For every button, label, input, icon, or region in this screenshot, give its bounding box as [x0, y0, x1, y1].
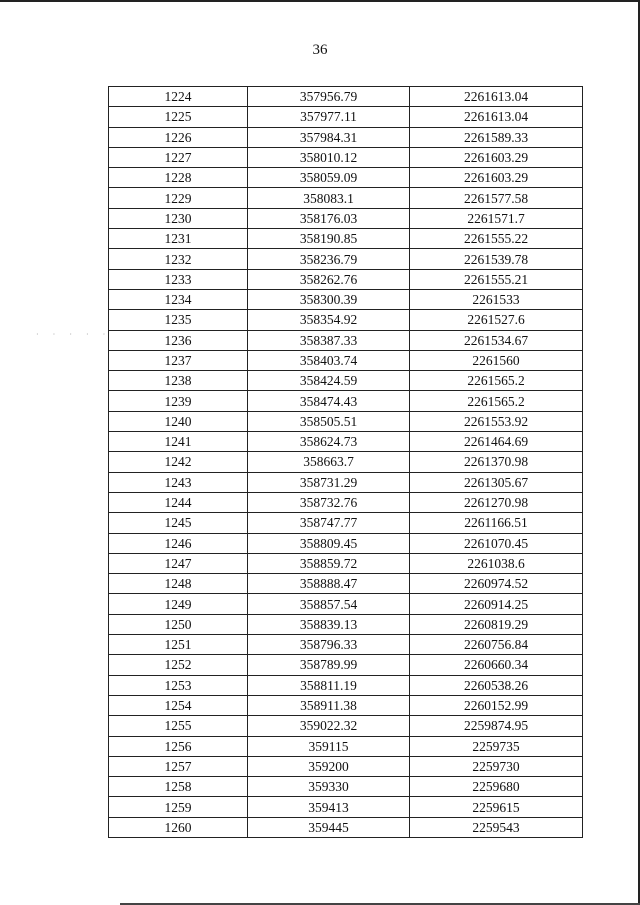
- table-row: [109, 472, 583, 492]
- x-coordinate-cell: 358839.13: [248, 614, 410, 634]
- table-row: [109, 391, 583, 411]
- x-coordinate-cell: 358424.59: [248, 371, 410, 391]
- y-coordinate-cell: 2261613.04: [410, 107, 583, 127]
- y-coordinate-cell: 2260914.25: [410, 594, 583, 614]
- table-row: [109, 269, 583, 289]
- point-number-cell: 1233: [109, 269, 248, 289]
- point-number-cell: 1248: [109, 574, 248, 594]
- x-coordinate-cell: 358190.85: [248, 229, 410, 249]
- table-row: [109, 513, 583, 533]
- point-number-cell: 1224: [109, 87, 248, 107]
- y-coordinate-cell: 2259730: [410, 756, 583, 776]
- y-coordinate-cell: 2261589.33: [410, 127, 583, 147]
- x-coordinate-cell: 358859.72: [248, 553, 410, 573]
- table-row: [109, 736, 583, 756]
- point-number-cell: 1251: [109, 635, 248, 655]
- table-row: [109, 452, 583, 472]
- x-coordinate-cell: 359200: [248, 756, 410, 776]
- x-coordinate-cell: 357977.11: [248, 107, 410, 127]
- x-coordinate-cell: 358387.33: [248, 330, 410, 350]
- table-row: [109, 716, 583, 736]
- y-coordinate-cell: 2261464.69: [410, 432, 583, 452]
- point-number-cell: 1246: [109, 533, 248, 553]
- point-number-cell: 1234: [109, 289, 248, 309]
- x-coordinate-cell: 358059.09: [248, 168, 410, 188]
- point-number-cell: 1237: [109, 350, 248, 370]
- y-coordinate-cell: 2261565.2: [410, 391, 583, 411]
- table-row: [109, 797, 583, 817]
- y-coordinate-cell: 2260756.84: [410, 635, 583, 655]
- table-row: [109, 492, 583, 512]
- x-coordinate-cell: 358010.12: [248, 147, 410, 167]
- table-row: [109, 411, 583, 431]
- x-coordinate-cell: 357956.79: [248, 87, 410, 107]
- y-coordinate-cell: 2261038.6: [410, 553, 583, 573]
- point-number-cell: 1230: [109, 208, 248, 228]
- table-row: [109, 533, 583, 553]
- table-row: [109, 188, 583, 208]
- x-coordinate-cell: 358176.03: [248, 208, 410, 228]
- x-coordinate-cell: 359413: [248, 797, 410, 817]
- x-coordinate-cell: 358811.19: [248, 675, 410, 695]
- table-row: [109, 330, 583, 350]
- table-row: [109, 756, 583, 776]
- point-number-cell: 1259: [109, 797, 248, 817]
- table-row: [109, 432, 583, 452]
- x-coordinate-cell: 358262.76: [248, 269, 410, 289]
- y-coordinate-cell: 2259615: [410, 797, 583, 817]
- x-coordinate-cell: 359115: [248, 736, 410, 756]
- x-coordinate-cell: 358083.1: [248, 188, 410, 208]
- y-coordinate-cell: 2261166.51: [410, 513, 583, 533]
- point-number-cell: 1250: [109, 614, 248, 634]
- y-coordinate-cell: 2260819.29: [410, 614, 583, 634]
- x-coordinate-cell: 358911.38: [248, 695, 410, 715]
- point-number-cell: 1241: [109, 432, 248, 452]
- table-row: [109, 168, 583, 188]
- point-number-cell: 1229: [109, 188, 248, 208]
- point-number-cell: 1253: [109, 675, 248, 695]
- x-coordinate-cell: 358857.54: [248, 594, 410, 614]
- x-coordinate-cell: 358888.47: [248, 574, 410, 594]
- x-coordinate-cell: 358747.77: [248, 513, 410, 533]
- y-coordinate-cell: 2261070.45: [410, 533, 583, 553]
- page-edge-top: [0, 0, 640, 2]
- x-coordinate-cell: 359022.32: [248, 716, 410, 736]
- y-coordinate-cell: 2259543: [410, 817, 583, 837]
- x-coordinate-cell: 358505.51: [248, 411, 410, 431]
- point-number-cell: 1238: [109, 371, 248, 391]
- x-coordinate-cell: 358663.7: [248, 452, 410, 472]
- y-coordinate-cell: 2261539.78: [410, 249, 583, 269]
- table-row: [109, 229, 583, 249]
- table-row: [109, 655, 583, 675]
- table-row: [109, 127, 583, 147]
- y-coordinate-cell: 2261553.92: [410, 411, 583, 431]
- table-row: [109, 574, 583, 594]
- point-number-cell: 1257: [109, 756, 248, 776]
- x-coordinate-cell: 358796.33: [248, 635, 410, 655]
- y-coordinate-cell: 2260974.52: [410, 574, 583, 594]
- point-number-cell: 1256: [109, 736, 248, 756]
- point-number-cell: 1258: [109, 777, 248, 797]
- x-coordinate-cell: 358300.39: [248, 289, 410, 309]
- point-number-cell: 1260: [109, 817, 248, 837]
- y-coordinate-cell: 2261305.67: [410, 472, 583, 492]
- point-number-cell: 1240: [109, 411, 248, 431]
- coordinates-table-body: [109, 87, 583, 838]
- x-coordinate-cell: 358403.74: [248, 350, 410, 370]
- y-coordinate-cell: 2259680: [410, 777, 583, 797]
- y-coordinate-cell: 2261571.7: [410, 208, 583, 228]
- table-row: [109, 289, 583, 309]
- point-number-cell: 1255: [109, 716, 248, 736]
- table-row: [109, 107, 583, 127]
- y-coordinate-cell: 2260152.99: [410, 695, 583, 715]
- y-coordinate-cell: 2261555.22: [410, 229, 583, 249]
- y-coordinate-cell: 2261560: [410, 350, 583, 370]
- x-coordinate-cell: 359330: [248, 777, 410, 797]
- point-number-cell: 1243: [109, 472, 248, 492]
- table-row: [109, 553, 583, 573]
- table-row: [109, 87, 583, 107]
- page-number: 36: [312, 42, 328, 58]
- point-number-cell: 1232: [109, 249, 248, 269]
- point-number-cell: 1254: [109, 695, 248, 715]
- y-coordinate-cell: 2261370.98: [410, 452, 583, 472]
- table-row: [109, 594, 583, 614]
- y-coordinate-cell: 2261555.21: [410, 269, 583, 289]
- x-coordinate-cell: 358789.99: [248, 655, 410, 675]
- point-number-cell: 1225: [109, 107, 248, 127]
- x-coordinate-cell: 358474.43: [248, 391, 410, 411]
- x-coordinate-cell: 357984.31: [248, 127, 410, 147]
- y-coordinate-cell: 2261534.67: [410, 330, 583, 350]
- y-coordinate-cell: 2260538.26: [410, 675, 583, 695]
- point-number-cell: 1239: [109, 391, 248, 411]
- point-number-cell: 1247: [109, 553, 248, 573]
- y-coordinate-cell: 2261577.58: [410, 188, 583, 208]
- x-coordinate-cell: 358731.29: [248, 472, 410, 492]
- table-row: [109, 350, 583, 370]
- point-number-cell: 1244: [109, 492, 248, 512]
- y-coordinate-cell: 2261613.04: [410, 87, 583, 107]
- table-row: [109, 777, 583, 797]
- y-coordinate-cell: 2261533: [410, 289, 583, 309]
- table-row: [109, 635, 583, 655]
- x-coordinate-cell: 358624.73: [248, 432, 410, 452]
- point-number-cell: 1235: [109, 310, 248, 330]
- y-coordinate-cell: 2260660.34: [410, 655, 583, 675]
- y-coordinate-cell: 2261603.29: [410, 147, 583, 167]
- y-coordinate-cell: 2261527.6: [410, 310, 583, 330]
- table-row: [109, 675, 583, 695]
- table-row: [109, 147, 583, 167]
- y-coordinate-cell: 2259735: [410, 736, 583, 756]
- x-coordinate-cell: 358236.79: [248, 249, 410, 269]
- table-row: [109, 249, 583, 269]
- table-row: [109, 614, 583, 634]
- table-row: [109, 310, 583, 330]
- point-number-cell: 1226: [109, 127, 248, 147]
- point-number-cell: 1242: [109, 452, 248, 472]
- table-row: [109, 695, 583, 715]
- y-coordinate-cell: 2261603.29: [410, 168, 583, 188]
- point-number-cell: 1228: [109, 168, 248, 188]
- table-row: [109, 817, 583, 837]
- table-row: [109, 371, 583, 391]
- y-coordinate-cell: 2261565.2: [410, 371, 583, 391]
- y-coordinate-cell: 2259874.95: [410, 716, 583, 736]
- point-number-cell: 1249: [109, 594, 248, 614]
- coordinates-table: [108, 86, 583, 838]
- x-coordinate-cell: 358354.92: [248, 310, 410, 330]
- point-number-cell: 1231: [109, 229, 248, 249]
- x-coordinate-cell: 358809.45: [248, 533, 410, 553]
- point-number-cell: 1236: [109, 330, 248, 350]
- point-number-cell: 1245: [109, 513, 248, 533]
- y-coordinate-cell: 2261270.98: [410, 492, 583, 512]
- x-coordinate-cell: 359445: [248, 817, 410, 837]
- x-coordinate-cell: 358732.76: [248, 492, 410, 512]
- scan-artifact: · · · · ·: [36, 330, 112, 339]
- table-row: [109, 208, 583, 228]
- point-number-cell: 1252: [109, 655, 248, 675]
- point-number-cell: 1227: [109, 147, 248, 167]
